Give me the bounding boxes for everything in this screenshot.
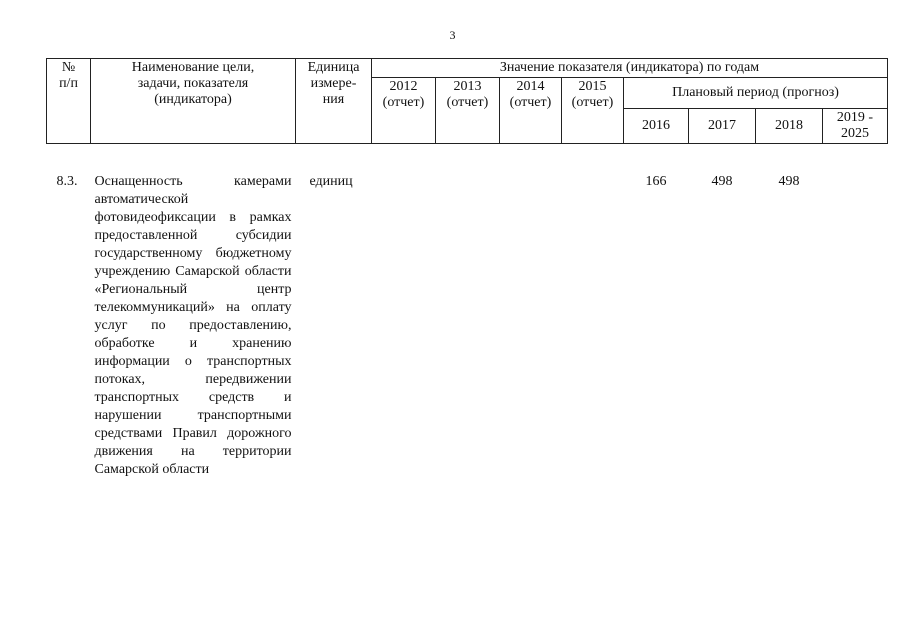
header-year-note: (отчет) bbox=[446, 95, 489, 110]
indicators-table bbox=[46, 58, 888, 480]
row-value-2016: 166 bbox=[645, 174, 667, 189]
header-plan-year-2018: 2018 bbox=[756, 109, 823, 144]
header-year-note: (отчет) bbox=[509, 95, 552, 110]
header-year-2014 bbox=[500, 78, 562, 144]
header-plan-year-2016: 2016 bbox=[624, 109, 689, 144]
header-unit: Единица измере- ния bbox=[296, 59, 372, 144]
row-value-2014 bbox=[500, 172, 562, 480]
header-year-note: (отчет) bbox=[571, 95, 614, 110]
header-num: № п/п bbox=[47, 59, 91, 144]
header-year: 2015 bbox=[578, 79, 607, 94]
table-row bbox=[47, 172, 888, 480]
row-indicator-name: Оснащенность камерами автоматической фотовидеофиксации в рамках предоставленной субсидии государственному бюджетному учреждению Самарской области «Региональный центр телекоммуникаций» на оплату услуг по предоставлению, обработке и хранению информации о транспортных потоках, передвижении транспортных средств и нарушении транспортными средствами Правил дорожного движения на территории Самарской области bbox=[94, 174, 292, 477]
row-unit: единиц bbox=[309, 174, 353, 189]
row-value-2015 bbox=[562, 172, 624, 480]
page-number: 3 bbox=[449, 28, 456, 42]
row-value-2013 bbox=[436, 172, 500, 480]
header-year: 2013 bbox=[453, 79, 482, 94]
header-name: Наименование цели, задачи, показателя (индикатора) bbox=[91, 59, 296, 144]
header-year: 2014 bbox=[516, 79, 545, 94]
row-value-2018: 498 bbox=[778, 174, 800, 189]
header-plan-group: Плановый период (прогноз) bbox=[624, 78, 888, 109]
header-plan-year-2019-2025: 2019 - 2025 bbox=[823, 109, 888, 144]
header-year: 2012 bbox=[389, 79, 418, 94]
header-values-group: Значение показателя (индикатора) по годам bbox=[372, 59, 888, 78]
header-plan-year-2017: 2017 bbox=[689, 109, 756, 144]
row-value-2017: 498 bbox=[711, 174, 733, 189]
header-year-2013 bbox=[436, 78, 500, 144]
header-year-2012 bbox=[372, 78, 436, 144]
header-year-note: (отчет) bbox=[382, 95, 425, 110]
row-value-2019-2025 bbox=[823, 172, 888, 480]
row-value-2012 bbox=[372, 172, 436, 480]
row-number: 8.3. bbox=[56, 174, 78, 189]
header-year-2015 bbox=[562, 78, 624, 144]
